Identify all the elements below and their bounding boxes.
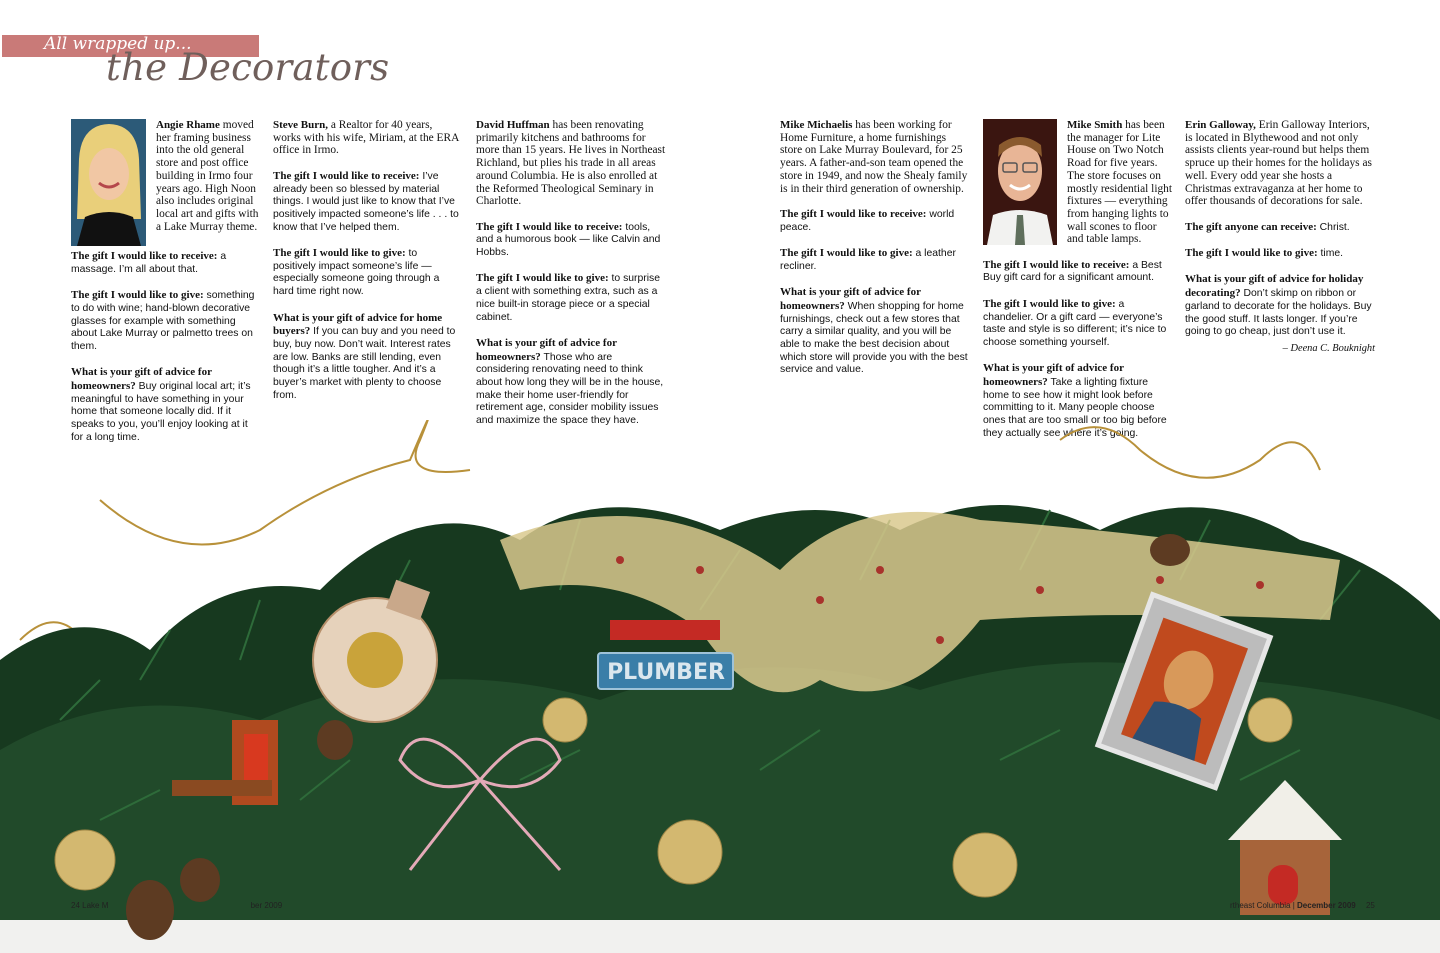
folio-left-page: 24 Lake M xyxy=(71,901,109,910)
steve-advice-answer: If you can buy and you need to buy, buy now. Don’t wait. Interest rates are low. Banks are still lending, even though it’s a little tougher. And it’s a buyer’s market with plenty to choose from. xyxy=(273,326,456,401)
angie-receive-question: The gift I would like to receive: xyxy=(71,250,218,262)
mike-m-receive-answer: world peace. xyxy=(780,208,955,233)
steve-name: Steve Burn, xyxy=(273,119,328,131)
byline: – Deena C. Bouknight xyxy=(1282,342,1375,354)
erin-advice-answer: Don’t skimp on ribbon or garland to decorate for the holidays. Buy the good stuff. It lasts longer. If you’re going to go cheap, just don’t use it. xyxy=(1185,288,1372,338)
mike-s-give-question: The gift I would like to give: xyxy=(983,297,1116,310)
profile-mike-smith xyxy=(983,119,1173,453)
steve-give-answer: to positively impact someone’s life — especially someone going through a hard time right now. xyxy=(273,248,440,298)
angie-bio: moved her framing business into the old general store and post office building in Irmo four years ago. High Noon also includes original local art and gifts with a Lake Murray theme. xyxy=(156,119,259,233)
mike-s-receive-question: The gift I would like to receive: xyxy=(983,258,1130,271)
david-give-question: The gift I would like to give: xyxy=(476,272,609,285)
angie-name: Angie Rhame xyxy=(156,119,220,131)
steve-receive-question: The gift I would like to receive: xyxy=(273,169,420,182)
mike-s-name: Mike Smith xyxy=(1067,119,1123,131)
david-receive-answer: tools, and a humorous book — like Calvin and Hobbs. xyxy=(476,221,661,259)
folio-left xyxy=(71,901,282,910)
erin-name: Erin Galloway, xyxy=(1185,119,1256,131)
folio-right-page: 25 xyxy=(1365,901,1375,910)
david-give-answer: to surprise a client with something extra, such as a nice built-in storage piece or a special cabinet. xyxy=(476,273,661,323)
angie-portrait-image xyxy=(71,119,146,246)
erin-anyone-answer: Christ. xyxy=(1316,221,1350,233)
mike-s-give-answer: a chandelier. Or a gift card — everyone’s taste and style is so different; it’s nice to choose something yourself. xyxy=(983,298,1167,348)
mike-m-advice-answer: When shopping for home furnishings, check out a few stores that carry a similar quality, and you will be able to make the best decision about which store will provide you with the best service and value. xyxy=(780,300,968,376)
erin-advice-question: What is your gift of advice for holiday decorating? xyxy=(1185,273,1364,300)
plumber-sign-ornament xyxy=(598,620,733,689)
profile-steve xyxy=(273,119,461,415)
angie-receive-answer: a massage. I’m all about that. xyxy=(71,251,227,275)
garland-photo xyxy=(0,420,1440,953)
profile-david xyxy=(476,119,666,441)
profile-mike-michaelis xyxy=(780,119,970,390)
profile-angie xyxy=(71,119,259,457)
mike-m-give-question: The gift I would like to give: xyxy=(780,247,913,259)
steve-give-question: The gift I would like to give: xyxy=(273,247,406,259)
mike-s-receive-answer: a Best Buy gift card for a significant amount. xyxy=(983,259,1162,284)
angie-give-answer: something to do with wine; hand-blown decorative glasses for example with something about Lake Murray or palmetto trees on them. xyxy=(71,290,255,352)
david-advice-question: What is your gift of advice for homeowners? xyxy=(476,336,617,363)
erin-give-answer: time. xyxy=(1317,248,1344,259)
angie-give-question: The gift I would like to give: xyxy=(71,289,204,302)
mike-s-advice-question: What is your gift of advice for homeowners? xyxy=(983,362,1124,389)
angie-advice-question: What is your gift of advice for homeowners? xyxy=(71,366,212,392)
folio-left-date: ber 2009 xyxy=(250,901,283,910)
mike-m-give-answer: a leather recliner. xyxy=(780,248,956,272)
mike-m-receive-question: The gift I would like to receive: xyxy=(780,207,927,220)
steve-receive-answer: I’ve already been so blessed by material things. I would just like to know that I’ve positively impacted someone’s life . . . to know that I’ve helped them. xyxy=(273,170,459,233)
profile-erin xyxy=(1185,119,1375,356)
erin-give-question: The gift I would like to give: xyxy=(1185,247,1318,259)
erin-bio: Erin Galloway Interiors, is located in Blythewood and not only assists clients year-round but helps them spruce up their homes for the holidays as well. Every odd year she hosts a Christmas extravaganza at her home to offer thousands of decorations for sale. xyxy=(1185,119,1372,208)
angie-advice-answer: Buy original local art; it’s meaningful to have something in your home that someone locally did. If it speaks to you, you’ll enjoy looking at it for a long time. xyxy=(71,381,251,443)
mike-s-bio: has been the manager for Lite House on Two Notch Road for five years. The store focuses on mostly residential light fixtures — everything from hanging lights to wall scones to floor and table lamps. xyxy=(1067,119,1173,246)
steve-bio: a Realtor for 40 years, works with his wife, Miriam, at the ERA office in Irmo. xyxy=(273,119,459,157)
erin-anyone-question: The gift anyone can receive: xyxy=(1185,220,1317,233)
steve-advice-question: What is your gift of advice for home buyers? xyxy=(273,311,443,338)
mike-m-advice-question: What is your gift of advice for homeowners? xyxy=(780,286,921,312)
david-advice-answer: Those who are considering renovating need to think about how long they will be in the house, make their home user-friendly for retirement age, consider mobility issues and maximize the space they have. xyxy=(476,351,664,427)
page-title: the Decorators xyxy=(106,46,390,89)
david-name: David Huffman xyxy=(476,119,550,131)
folio-right-publication: rtheast Columbia xyxy=(1230,901,1291,910)
david-receive-question: The gift I would like to receive: xyxy=(476,220,623,233)
folio-right-date: December 2009 xyxy=(1297,901,1356,910)
plumber-sign-text: PLUMBER xyxy=(607,660,725,685)
david-bio: has been renovating primarily kitchens and bathrooms for more than 15 years. He lives in Northeast Richland, but plies his trade in all areas around Columbia. He is also enrolled at the Reformed Theological Seminary in Charlotte. xyxy=(476,119,666,208)
mike-m-name: Mike Michaelis xyxy=(780,119,853,131)
mike-m-bio: has been working for Home Furniture, a home furnishings store on Lake Murray Boulevard, for 25 years. A father-and-son team opened the store in 1949, and now the Shealy family is in their third generation of ownership. xyxy=(780,119,968,195)
folio-right: rtheast Columbia | December 2009 25 xyxy=(1230,901,1375,910)
kicker-text: All wrapped up... xyxy=(44,34,192,54)
mike-smith-portrait-image xyxy=(983,119,1057,245)
mike-s-advice-answer: Take a lighting fixture home to see how it might look before committing to it. Many people choose ones that are too small or too big before they actually see where it’s going. xyxy=(983,377,1167,439)
